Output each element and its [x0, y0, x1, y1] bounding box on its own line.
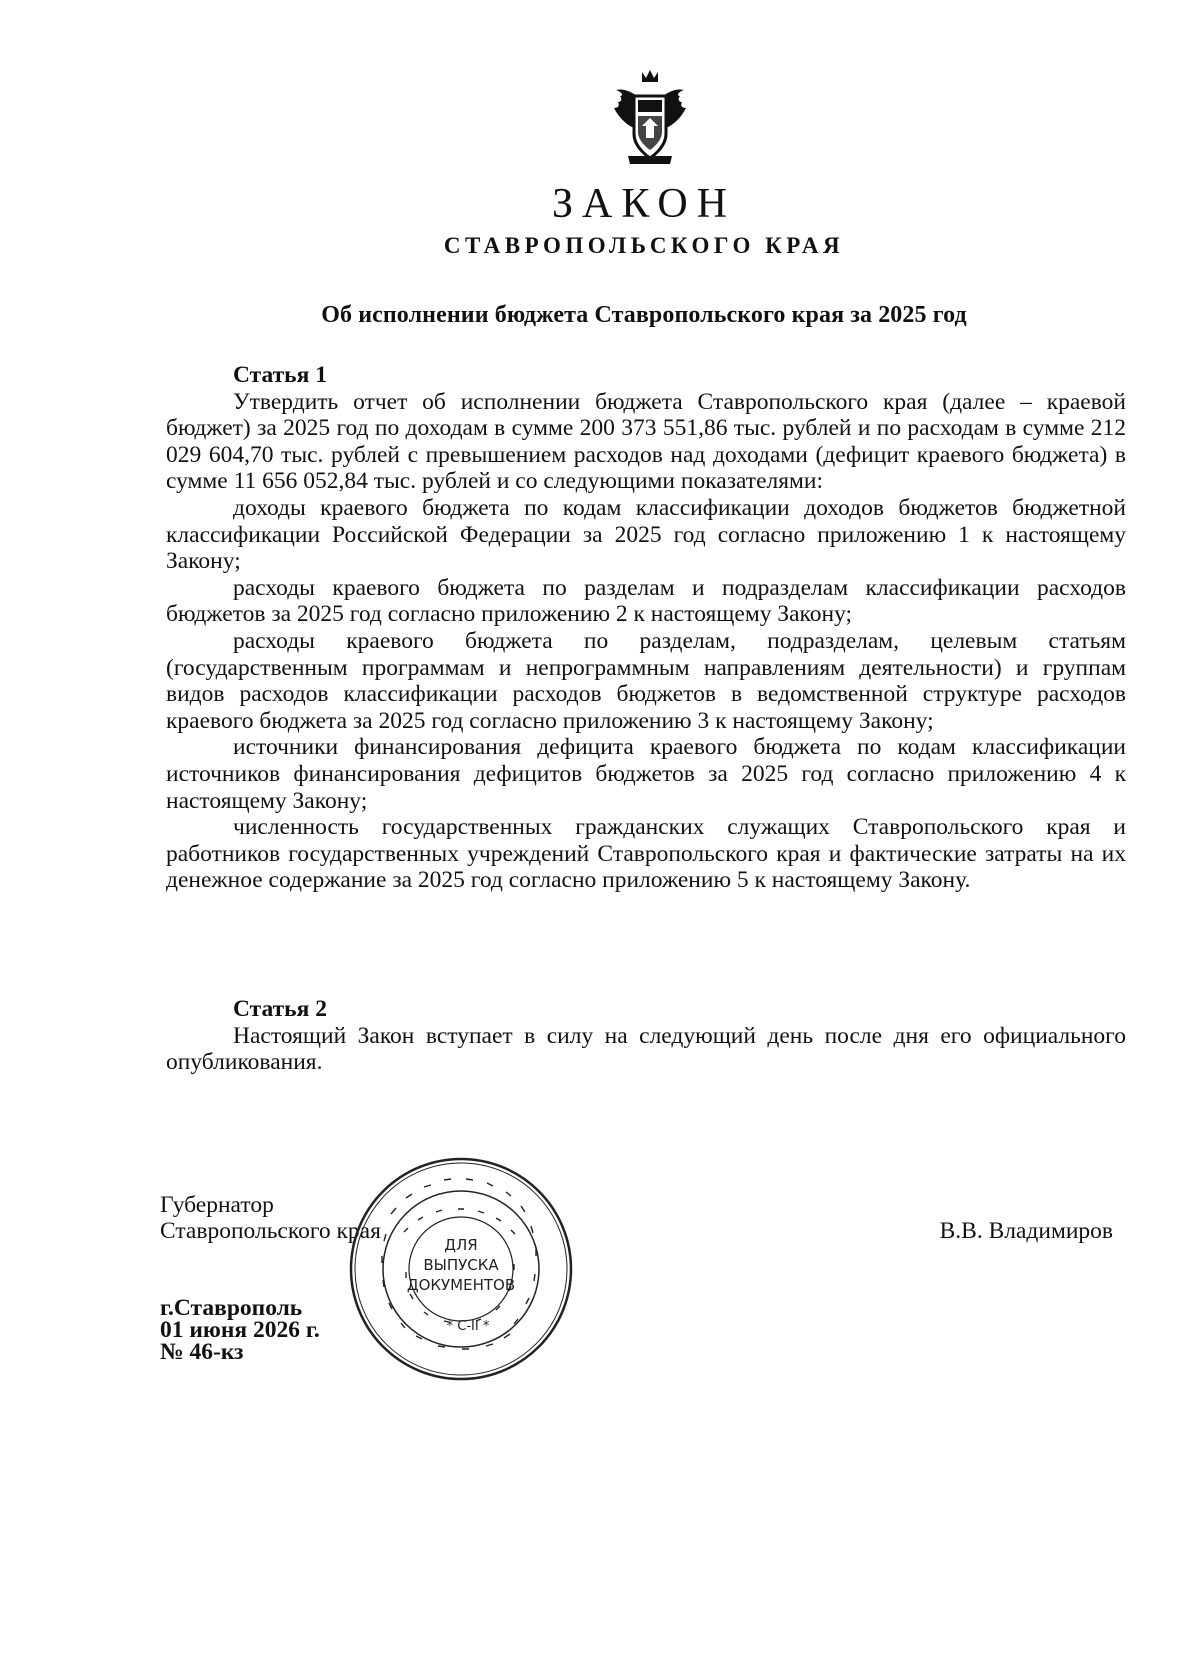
- law-heading: ЗАКОН: [551, 181, 736, 227]
- document-title: Об исполнении бюджета Ставропольского края за 2025 год: [321, 302, 967, 328]
- article-1-paragraph: Утвердить отчет об исполнении бюджета Ставропольского края (далее – краевой бюджет) за 2025 год по доходам в сумме 200 373 551,86 тыс. рублей и по расходам в сумме 212 029 604,70 тыс. рублей с превышением расходов над доходами (дефицит краевого бюджета) в сумме 11 656 052,84 тыс. рублей и со следующими показателями:: [166, 388, 1126, 495]
- article-1-paragraph: расходы краевого бюджета по разделам и подразделам классификации расходов бюджетов за 2025 год согласно приложению 2 к настоящему Закону;: [166, 574, 1126, 628]
- article-2-paragraph: Настоящий Закон вступает в силу на следующий день после дня его официального опубликования.: [166, 1022, 1126, 1076]
- svg-text:ДОКУМЕНТОВ: ДОКУМЕНТОВ: [406, 1276, 516, 1294]
- article-2-heading: Статья 2: [233, 996, 327, 1022]
- signatory-position-line: Ставропольского края: [160, 1218, 381, 1244]
- article-1-paragraph: численность государственных гражданских служащих Ставропольского края и работников государственных учреждений Ставропольского края и фактические затраты на их денежное содержание за 2025 год согласно приложению 5 к настоящему Закону.: [166, 814, 1126, 894]
- article-1-paragraph: источники финансирования дефицита краевого бюджета по кодам классификации источников финансирования дефицитов бюджетов за 2025 год согласно приложению 4 к настоящему Закону;: [166, 734, 1126, 814]
- official-stamp: [346, 1154, 576, 1384]
- article-1-heading: Статья 1: [233, 362, 327, 388]
- place-date-block: [160, 1297, 320, 1363]
- signing-date: 01 июня 2026 г.: [160, 1317, 320, 1343]
- region-heading: СТАВРОПОЛЬСКОГО КРАЯ: [443, 233, 845, 258]
- law-number: № 46-кз: [160, 1339, 244, 1365]
- signatory-name: В.В. Владимиров: [939, 1218, 1113, 1244]
- svg-text:* С-II *: * С-II *: [446, 1319, 490, 1334]
- svg-text:ДЛЯ: ДЛЯ: [444, 1236, 478, 1254]
- signatory-position-line: Губернатор: [160, 1192, 274, 1218]
- svg-text:ВЫПУСКА: ВЫПУСКА: [423, 1256, 499, 1274]
- article-2: [166, 996, 1126, 1076]
- article-1-paragraph: доходы краевого бюджета по кодам классификации доходов бюджетов бюджетной классификации Российской Федерации за 2025 год согласно приложению 1 к настоящему Закону;: [166, 494, 1126, 575]
- coat-of-arms-icon: [610, 68, 690, 168]
- article-1: [166, 362, 1126, 894]
- article-1-paragraph: расходы краевого бюджета по разделам, подразделам, целевым статьям (государственным программам и непрограммным направлениям деятельности) и группам видов расходов классификации расходов бюджетов в ведомственной структуре расходов краевого бюджета за 2025 год согласно приложению 3 к настоящему Закону;: [166, 627, 1126, 734]
- city: г.Ставрополь: [160, 1295, 303, 1321]
